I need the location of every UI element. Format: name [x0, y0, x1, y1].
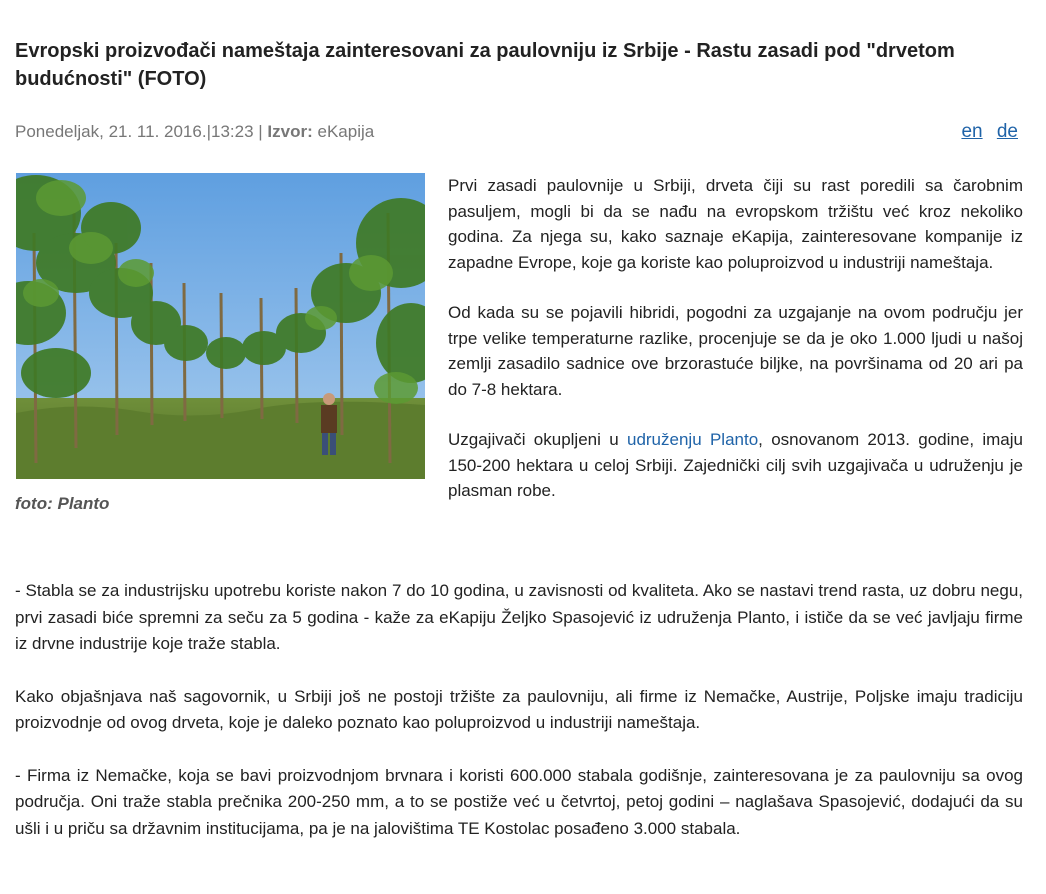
language-link-de[interactable]: de — [996, 121, 1018, 142]
article-meta — [15, 120, 374, 144]
paragraph-3-start: Uzgajivači okupljeni u — [448, 430, 627, 449]
article-time: 13:23 — [210, 122, 254, 141]
meta-separator: | — [206, 122, 211, 141]
language-switcher — [952, 120, 1018, 144]
paragraph-2: Od kada su se pojavili hibridi, pogodni za uzgajanje na ovom području jer trpe velike temperaturne razlike, procenjuje se da je oko 1.000 ljudi u našoj zemlji zasadilo sadnice ove brzorastuće biljke, na površinama od 20 ari pa do 7-8 hektara. — [448, 303, 1023, 399]
article-title: Evropski proizvođači nameštaja zainteresovani za paulovniju iz Srbije - Rastu zasadi pod "drvetom budućnosti" (FOTO) — [15, 40, 955, 90]
article-photo — [16, 173, 425, 479]
photo-caption: foto: Planto — [15, 494, 110, 513]
article-intro — [448, 173, 1023, 529]
planto-association-link[interactable]: udruženju Planto — [626, 430, 759, 449]
paragraph-3-end: , osnovanom 2013. godine, imaju 150-200 hektara u celoj Srbiji. Zajednički cilj svih uzgajivača u udruženju je plasman robe. — [448, 430, 1023, 500]
language-link-en[interactable]: en — [961, 121, 983, 142]
article-date: Ponedeljak, 21. 11. 2016. — [15, 122, 207, 141]
source-label: Izvor: — [267, 122, 313, 141]
paragraph-4: - Stabla se za industrijsku upotrebu koriste nakon 7 do 10 godina, u zavisnosti od kvaliteta. Ako se nastavi trend rasta, uz dobru negu, prvi zasadi biće spremni za seču za 5 godina - kaže za eKapiju Željko Spasojević iz udruženja Planto, i ističe da se već javljaju firme iz drvne industrije koje traže stabla. — [15, 581, 1023, 653]
paragraph-5: Kako objašnjava naš sagovornik, u Srbiji još ne postoji tržište za paulovniju, ali firme iz Nemačke, Austrije, Poljske imaju tradiciju proizvodnje od ovog drveta, koje je daleko poznato kao poluproizvod u industriji nameštaja. — [15, 686, 1023, 732]
paragraph-6: - Firma iz Nemačke, koja se bavi proizvodnjom brvnara i koristi 600.000 stabala godišnje, zainteresovana je za paulovniju sa ovog područja. Oni traže stabla prečnika 200-250 mm, a to se postiže već u četvrtoj, petoj godini – naglašava Spasojević, dodajući da su ušli i u priču sa državnim institucijama, pa je na jalovištima TE Kostolac posađeno 3.000 stabala. — [15, 765, 1023, 838]
paragraph-1: Prvi zasadi paulovnije u Srbiji, drveta čiji su rast poredili sa čarobnim pasuljem, mogli bi da se nađu na evropskom tržištu već kroz nekoliko godina. Za njega su, kako saznaje eKapija, zainteresovane kompanije iz zapadne Evrope, koje ga koriste kao poluproizvod u industriji nameštaja. — [448, 176, 1023, 272]
article-body — [15, 578, 1023, 868]
meta-separator: | — [258, 122, 263, 141]
paragraph-3 — [448, 427, 1023, 504]
article-source: eKapija — [317, 122, 375, 141]
